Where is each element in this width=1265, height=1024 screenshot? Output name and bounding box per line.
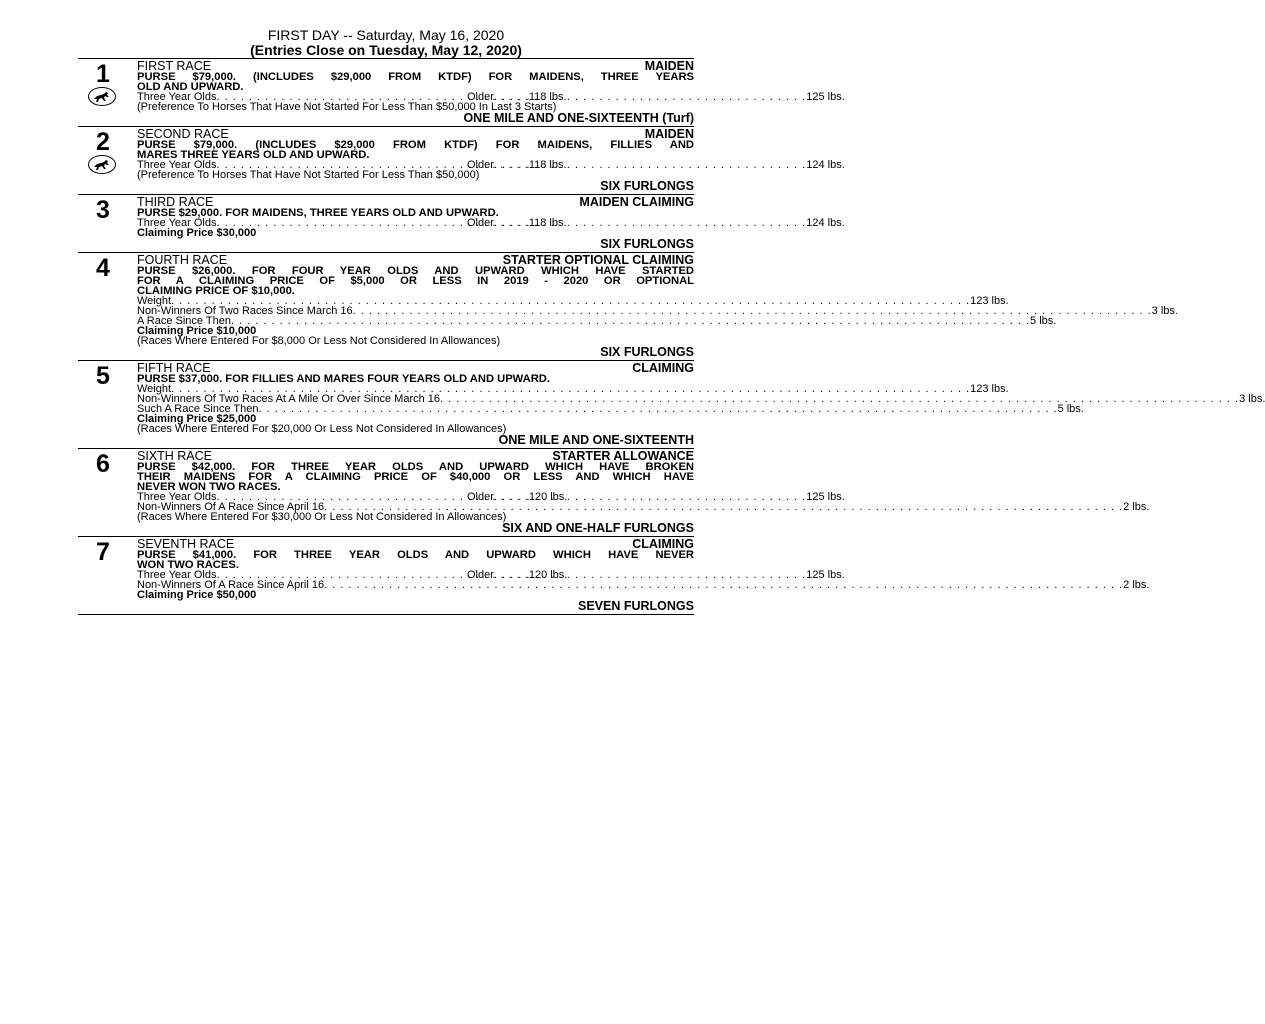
condition-label: Non-Winners Of A Race Since April 16 <box>137 501 325 513</box>
purse-line: PURSE $37,000. FOR FILLIES AND MARES FOUR YEARS OLD AND UPWARD. <box>137 373 550 385</box>
condition-label: A Race Since Then <box>137 315 231 327</box>
race-note: (Races Where Entered For $30,000 Or Less Not Considered In Allowances) <box>137 511 507 523</box>
race-name: THIRD RACE <box>137 195 214 209</box>
condition-value: 2 lbs. <box>1123 579 1150 591</box>
weight-label: Older <box>467 569 494 581</box>
race-name: FOURTH RACE <box>137 253 228 267</box>
race-type: CLAIMING <box>632 361 694 375</box>
weight-label: Older <box>467 491 494 503</box>
condition-value: 123 lbs. <box>970 295 1009 307</box>
purse-line: WON TWO RACES. <box>137 559 239 571</box>
race-1 <box>78 58 845 126</box>
race-distance: SIX FURLONGS <box>600 237 694 251</box>
condition-label: Non-Winners Of Two Races Since March 16 <box>137 305 353 317</box>
race-distance: SIX FURLONGS <box>600 179 694 193</box>
race-number: 7 <box>96 538 110 566</box>
race-type: STARTER ALLOWANCE <box>552 449 694 463</box>
race-name: SEVENTH RACE <box>137 537 235 551</box>
race-type: CLAIMING <box>632 537 694 551</box>
weight-value: 118 lbs. <box>528 91 567 103</box>
weight-value: 124 lbs. <box>806 159 845 171</box>
race-type: MAIDEN CLAIMING <box>579 195 694 209</box>
race-type: STARTER OPTIONAL CLAIMING <box>502 253 694 267</box>
weight-label: Three Year Olds <box>137 217 217 229</box>
weight-value: 125 lbs. <box>806 491 845 503</box>
purse-line: PURSE $79,000. (INCLUDES $29,000 FROM KTDF) FOR MAIDENS, FILLIES AND <box>137 139 694 151</box>
purse-line: NEVER WON TWO RACES. <box>137 481 281 493</box>
claiming-price: Claiming Price $10,000 <box>137 325 257 337</box>
weight-value: 120 lbs. <box>528 491 568 503</box>
page-header <box>78 28 694 58</box>
condition-value: 3 lbs. <box>1151 305 1178 317</box>
purse-line: OLD AND UPWARD. <box>137 81 244 93</box>
race-type: MAIDEN <box>644 59 694 73</box>
weight-value: 124 lbs. <box>806 217 845 229</box>
race-note: (Races Where Entered For $8,000 Or Less Not Considered In Allowances) <box>137 335 501 347</box>
race-distance: SEVEN FURLONGS <box>578 599 694 613</box>
weight-label: Three Year Olds <box>137 159 217 171</box>
condition-label: Such A Race Since Then <box>137 403 259 415</box>
weight-value: 120 lbs. <box>528 569 568 581</box>
race-2 <box>78 126 845 194</box>
weight-value: 118 lbs. <box>528 159 567 171</box>
purse-line: PURSE $42,000. FOR THREE YEAR OLDS AND UPWARD WHICH HAVE BROKEN <box>137 461 694 473</box>
race-number: 5 <box>96 362 110 390</box>
condition-label: Non-Winners Of A Race Since April 16 <box>137 579 325 591</box>
condition-book-page <box>78 27 1265 615</box>
purse-line: FOR A CLAIMING PRICE OF $5,000 OR LESS IN 2019 - 2020 OR OPTIONAL <box>137 275 694 287</box>
purse-line: PURSE $26,000. FOR FOUR YEAR OLDS AND UPWARD WHICH HAVE STARTED <box>137 265 694 277</box>
race-number: 2 <box>96 128 110 156</box>
condition-value: 5 lbs. <box>1030 315 1057 327</box>
race-distance: ONE MILE AND ONE-SIXTEENTH (Turf) <box>463 111 694 125</box>
condition-value: 3 lbs. <box>1239 393 1265 405</box>
purse-line: MARES THREE YEARS OLD AND UPWARD. <box>137 149 370 161</box>
claiming-price: Claiming Price $50,000 <box>137 589 257 601</box>
claiming-price: Claiming Price $30,000 <box>137 227 257 239</box>
weight-label: Three Year Olds <box>137 569 217 581</box>
condition-value: 5 lbs. <box>1057 403 1084 415</box>
condition-label: Weight <box>137 295 172 307</box>
race-3 <box>78 194 845 252</box>
race-note: (Preference To Horses That Have Not Started For Less Than $50,000 In Last 3 Starts) <box>137 101 557 113</box>
claiming-price: Claiming Price $25,000 <box>137 413 257 425</box>
race-note: (Races Where Entered For $20,000 Or Less Not Considered In Allowances) <box>137 423 507 435</box>
turf-horse-icon <box>88 87 116 106</box>
weight-value: 118 lbs. <box>528 217 567 229</box>
purse-line: PURSE $41,000. FOR THREE YEAR OLDS AND UPWARD WHICH HAVE NEVER <box>137 549 694 561</box>
weight-label: Older <box>467 91 494 103</box>
condition-value: 123 lbs. <box>970 383 1009 395</box>
condition-label: Weight <box>137 383 172 395</box>
race-distance: SIX AND ONE-HALF FURLONGS <box>502 521 694 535</box>
race-number: 6 <box>96 450 110 478</box>
weight-label: Older <box>467 159 494 171</box>
condition-value: 2 lbs. <box>1123 501 1150 513</box>
race-type: MAIDEN <box>644 127 694 141</box>
race-number: 4 <box>96 254 110 282</box>
race-number: 3 <box>96 196 110 224</box>
turf-horse-icon <box>88 155 116 174</box>
purse-line: PURSE $29,000. FOR MAIDENS, THREE YEARS OLD AND UPWARD. <box>137 207 499 219</box>
race-number: 1 <box>96 60 110 88</box>
race-note: (Preference To Horses That Have Not Started For Less Than $50,000) <box>137 169 480 181</box>
purse-line: PURSE $79,000. (INCLUDES $29,000 FROM KTDF) FOR MAIDENS, THREE YEARS <box>137 71 694 83</box>
race-6 <box>78 448 1150 536</box>
weight-value: 125 lbs. <box>806 569 845 581</box>
purse-line: THEIR MAIDENS FOR A CLAIMING PRICE OF $40,000 OR LESS AND WHICH HAVE <box>137 471 694 483</box>
race-name: FIRST RACE <box>137 59 212 73</box>
race-distance: ONE MILE AND ONE-SIXTEENTH <box>498 433 694 447</box>
weight-label: Three Year Olds <box>137 491 217 503</box>
condition-label: Non-Winners Of Two Races At A Mile Or Over Since March 16 <box>137 393 441 405</box>
weight-label: Older <box>467 217 494 229</box>
weight-label: Three Year Olds <box>137 91 217 103</box>
race-4 <box>78 252 1178 360</box>
purse-line: CLAIMING PRICE OF $10,000. <box>137 285 295 297</box>
race-distance: SIX FURLONGS <box>600 345 694 359</box>
race-7 <box>78 536 1150 615</box>
day-title: FIRST DAY -- Saturday, May 16, 2020 <box>267 27 505 43</box>
race-name: FIFTH RACE <box>137 361 211 375</box>
entries-close-note: (Entries Close on Tuesday, May 12, 2020) <box>250 42 522 58</box>
race-name: SECOND RACE <box>137 127 229 141</box>
weight-value: 125 lbs. <box>806 91 845 103</box>
race-5 <box>78 360 1265 448</box>
race-name: SIXTH RACE <box>137 449 213 463</box>
